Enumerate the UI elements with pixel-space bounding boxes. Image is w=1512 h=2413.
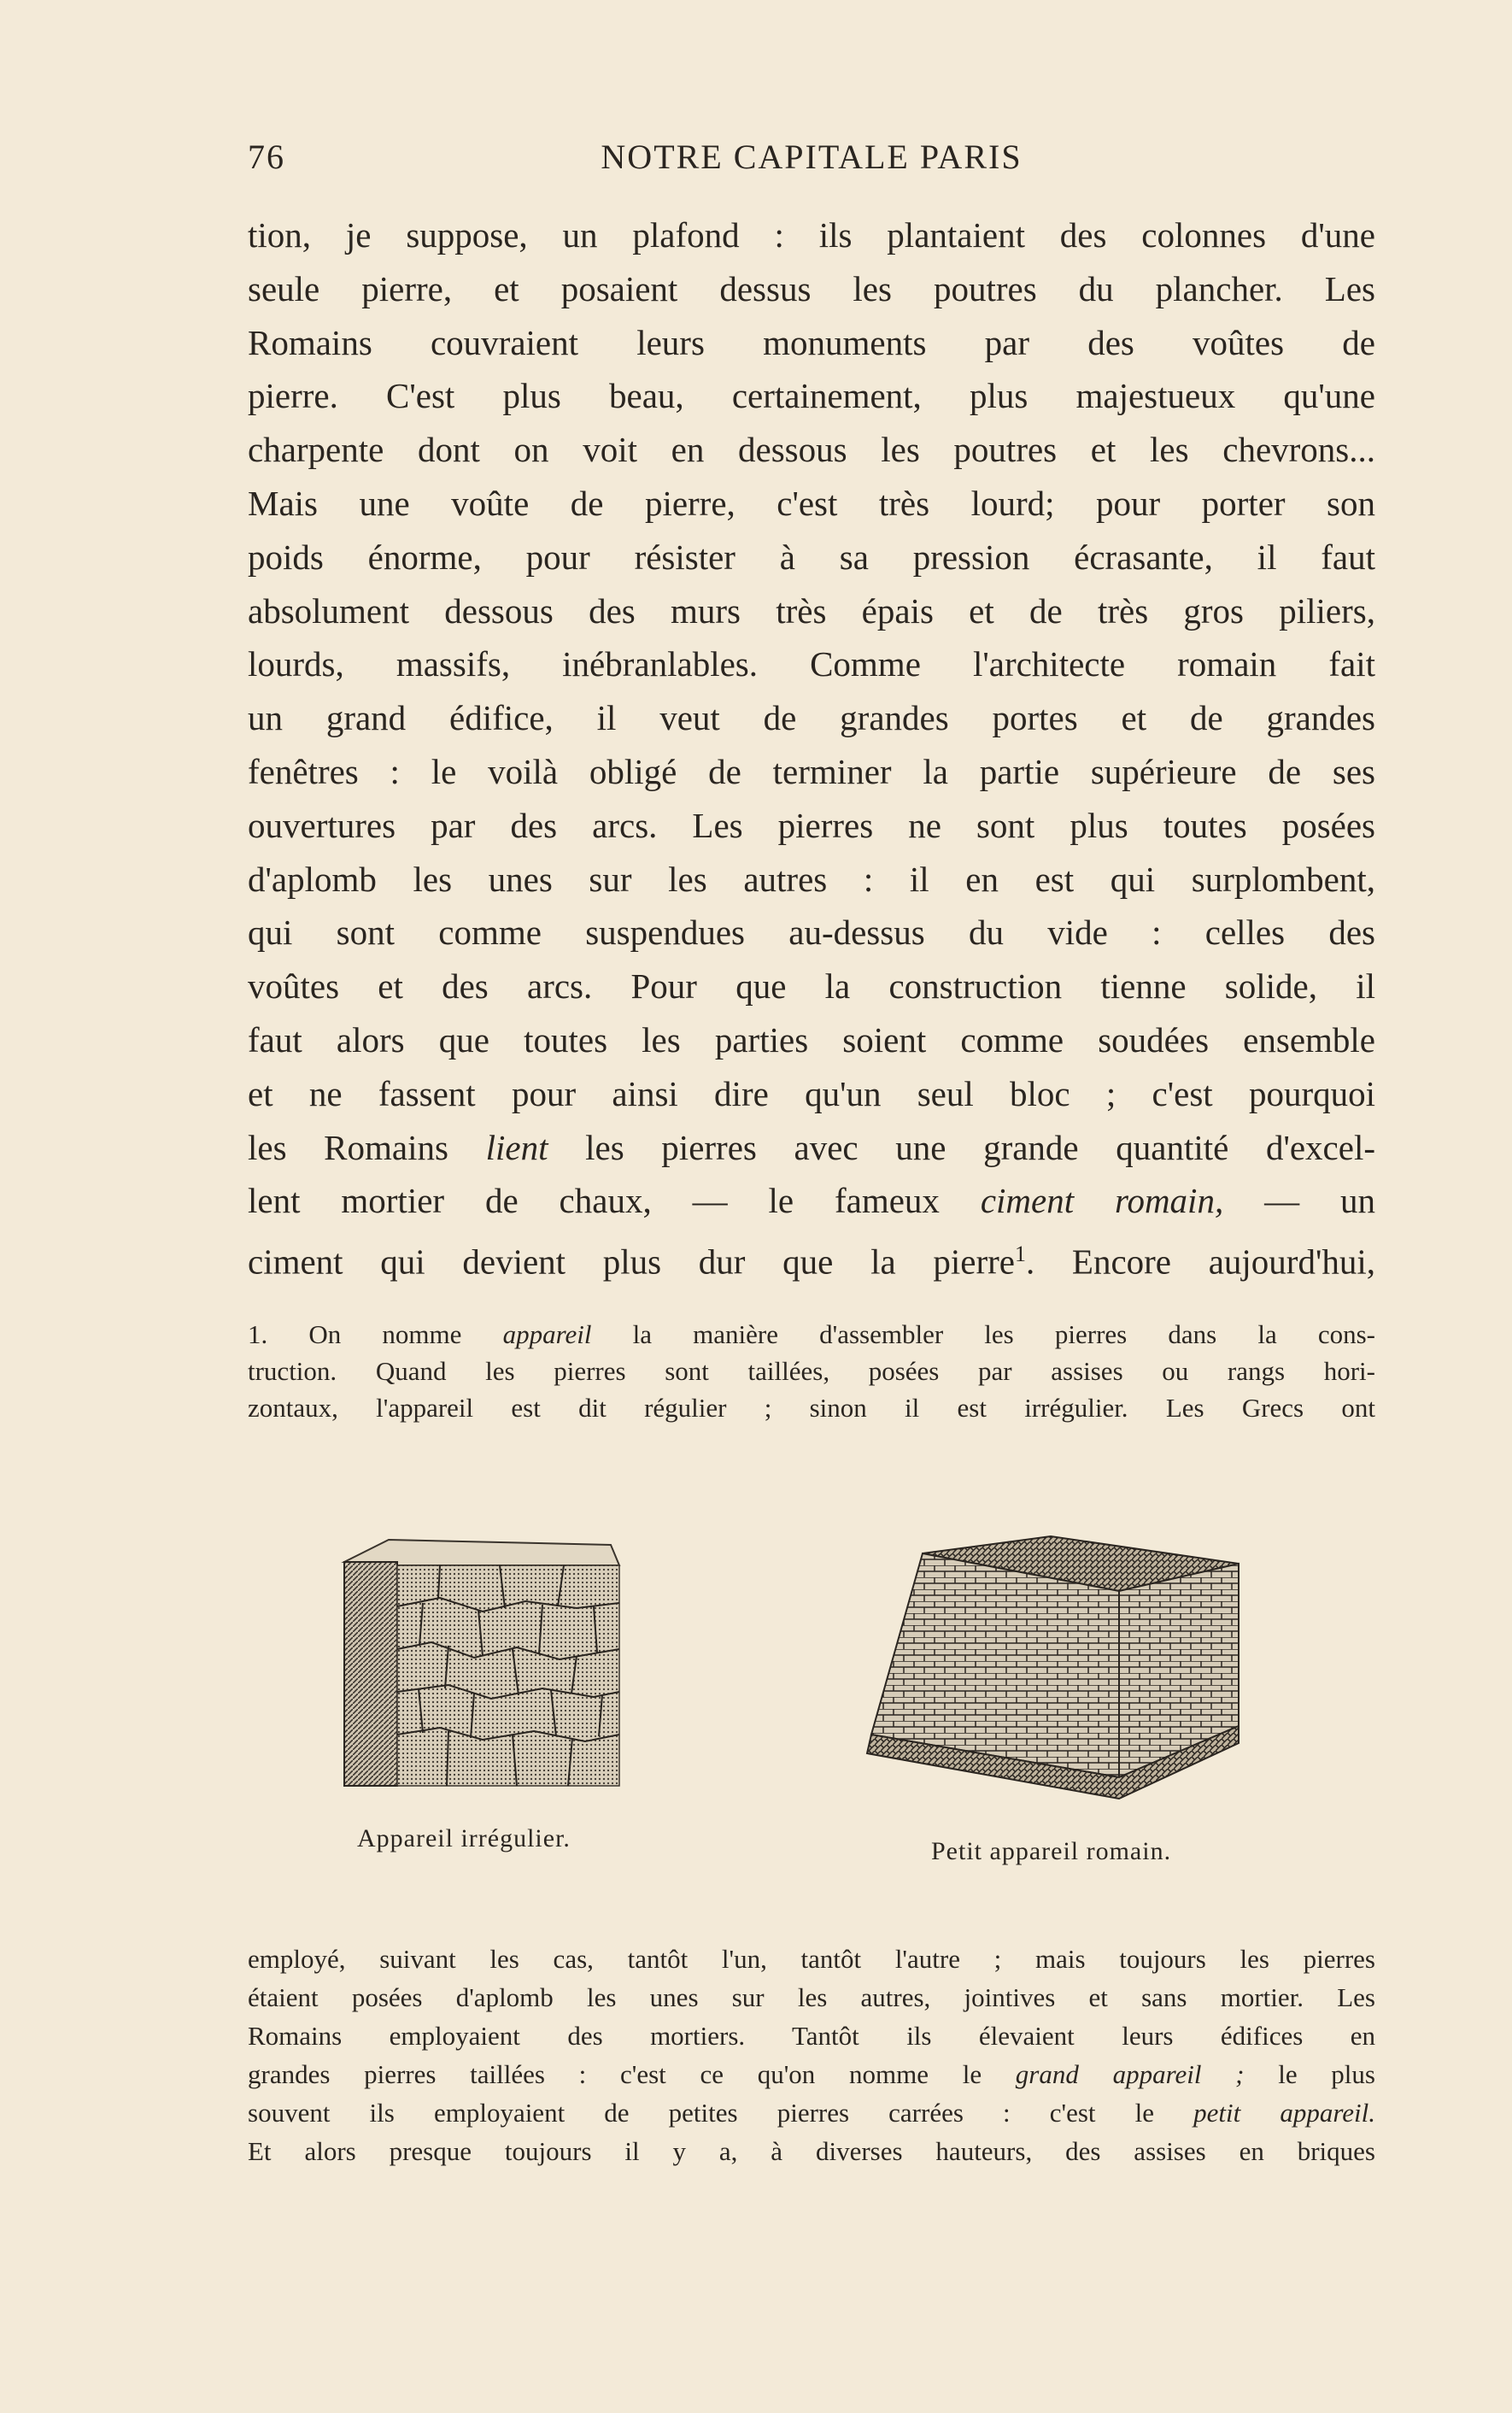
- text-line: fenêtres : le voilà obligé de terminer la partie supérieure de ses: [248, 751, 1375, 791]
- text-segment: ciment qui devient plus dur que la pierre: [248, 1242, 1015, 1282]
- footnote-line: Romains employaient des mortiers. Tantôt ils élevaient leurs édifices en: [248, 2021, 1375, 2051]
- footnote-line: étaient posées d'aplomb les unes sur les autres, jointives et sans mortier. Les: [248, 1982, 1375, 2012]
- text-line: [248, 1121, 1375, 1175]
- text-line: un grand édifice, il veut de grandes portes et de grandes: [248, 698, 1375, 738]
- footnote: [248, 1316, 1375, 1426]
- emphasis: petit appareil.: [1193, 2098, 1376, 2128]
- irregular-masonry-illustration: [337, 1529, 628, 1794]
- footnote-line: [248, 2093, 1375, 2132]
- footnote-line: [248, 1316, 1375, 1353]
- emphasis: appareil: [502, 1319, 592, 1349]
- text-line: ouvertures par des arcs. Les pierres ne sont plus toutes posées: [248, 805, 1375, 845]
- figures-area: [248, 1529, 1375, 1888]
- emphasis: lient: [485, 1127, 548, 1167]
- text-segment: souvent ils employaient de petites pierres carrées : c'est le: [248, 2098, 1194, 2128]
- text-line: seule pierre, et posaient dessus les poutres du plancher. Les: [248, 268, 1375, 308]
- main-text: [248, 208, 1375, 1289]
- text-line: [248, 1228, 1375, 1289]
- page-number: 76: [248, 138, 285, 176]
- text-segment: . Encore aujourd'hui,: [1025, 1242, 1375, 1282]
- footnote-line: Et alors presque toujours il y a, à diverses hauteurs, des assises en briques: [248, 2136, 1375, 2166]
- text-segment: lent mortier de chaux, — le fameux: [248, 1181, 981, 1221]
- emphasis: ciment romain,: [980, 1181, 1224, 1221]
- text-line: d'aplomb les unes sur les autres : il en est qui surplombent,: [248, 859, 1375, 899]
- text-segment: la manière d'assembler les pierres dans la cons-: [591, 1319, 1375, 1349]
- text-line: Romains couvraient leurs monuments par des voûtes de: [248, 322, 1375, 362]
- left-figure-caption: Appareil irrégulier.: [357, 1824, 571, 1852]
- text-line: absolument dessous des murs très épais et de très gros piliers,: [248, 590, 1375, 631]
- text-segment: grandes pierres taillées : c'est ce qu'on nomme le: [248, 2059, 1016, 2089]
- text-line: qui sont comme suspendues au-dessus du vide : celles des: [248, 913, 1375, 953]
- footnote-line: employé, suivant les cas, tantôt l'un, tantôt l'autre ; mais toujours les pierres: [248, 1944, 1375, 1974]
- text-segment: — un: [1223, 1181, 1375, 1221]
- footnote-line: truction. Quand les pierres sont taillées, posées par assises ou rangs hori-: [248, 1356, 1375, 1386]
- roman-small-masonry-illustration: [863, 1529, 1247, 1811]
- text-line: et ne fassent pour ainsi dire qu'un seul bloc ; c'est pourquoi: [248, 1073, 1375, 1113]
- emphasis: grand appareil ;: [1015, 2059, 1245, 2089]
- text-line: [248, 1174, 1375, 1228]
- footnote-line: [248, 2055, 1375, 2093]
- text-segment: les Romains: [248, 1127, 486, 1167]
- text-segment: les pierres avec une grande quantité d'excel-: [548, 1127, 1375, 1167]
- running-title: NOTRE CAPITALE PARIS: [601, 138, 1023, 176]
- footnote-continuation: [248, 1940, 1375, 2170]
- text-line: Mais une voûte de pierre, c'est très lourd; pour porter son: [248, 483, 1375, 523]
- text-line: poids énorme, pour résister à sa pression écrasante, il faut: [248, 537, 1375, 577]
- right-figure-caption: Petit appareil romain.: [931, 1837, 1172, 1865]
- footnote-marker: 1: [1014, 1242, 1026, 1267]
- text-segment: 1. On nomme: [248, 1319, 503, 1349]
- text-line: lourds, massifs, inébranlables. Comme l'architecte romain fait: [248, 644, 1375, 684]
- text-line: faut alors que toutes les parties soient comme soudées ensemble: [248, 1019, 1375, 1060]
- text-segment: le plus: [1244, 2059, 1375, 2089]
- footnote-line: zontaux, l'appareil est dit régulier ; sinon il est irrégulier. Les Grecs ont: [248, 1393, 1375, 1423]
- text-line: charpente dont on voit en dessous les poutres et les chevrons...: [248, 430, 1375, 470]
- text-line: tion, je suppose, un plafond : ils plantaient des colonnes d'une: [248, 215, 1375, 255]
- page-header: [248, 137, 1375, 179]
- text-line: pierre. C'est plus beau, certainement, plus majestueux qu'une: [248, 376, 1375, 416]
- text-line: voûtes et des arcs. Pour que la construction tienne solide, il: [248, 966, 1375, 1007]
